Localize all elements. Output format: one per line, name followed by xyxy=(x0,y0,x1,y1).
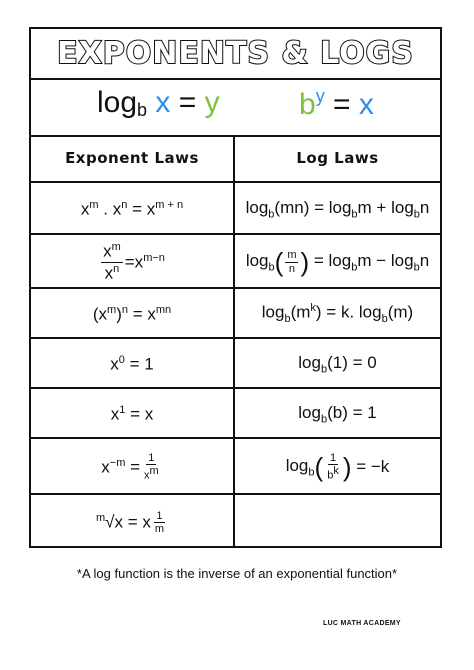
exponent-law-power: $(x^m)^n = x^{mn}$ xyxy=(92,303,172,324)
log-definition xyxy=(97,86,220,121)
log-law-reciprocal: $\log_b$ ( $\frac{1}{b^k}$ ) = −k xyxy=(285,451,390,482)
table-row xyxy=(31,287,440,339)
exponent-law-identity: $x^1 = x$ xyxy=(110,403,154,424)
exponent-law-product: $x^m$ . $x^n = x^{m + n}$ xyxy=(80,198,184,219)
exp-power: y xyxy=(315,86,325,106)
definition-row xyxy=(31,78,440,137)
log-word: log xyxy=(97,86,138,119)
exp-result: x xyxy=(358,88,374,121)
empty-cell xyxy=(235,495,440,550)
table-row xyxy=(31,337,440,389)
table-row xyxy=(31,437,440,495)
log-law-one: $\log_b(1) = 0$ xyxy=(298,352,377,376)
log-equals: = xyxy=(178,86,197,119)
log-argument: x xyxy=(155,86,171,119)
header-exponent-laws: Exponent Laws xyxy=(65,149,199,167)
title-row xyxy=(31,29,440,80)
log-law-base: $\log_b(b) = 1$ xyxy=(298,402,377,426)
exponent-law-quotient: $\frac{x^m}{x^n}$ $=x^{m-n}$ xyxy=(103,241,165,283)
footnote: *A log function is the inverse of an exponential function* xyxy=(76,566,398,581)
table-row xyxy=(31,181,440,235)
header-log-laws: Log Laws xyxy=(296,149,379,167)
page-title: EXPONENTS & LOGS xyxy=(57,36,414,71)
exponent-definition xyxy=(299,86,374,122)
exponent-law-negative: $x^{-m}$ = $\frac{1}{x^m}$ xyxy=(101,452,159,482)
table-row xyxy=(31,387,440,439)
log-law-power: $\log_b(m^k) = k$. $\log_b(m)$ xyxy=(261,302,414,326)
log-law-product: $\log_b(mn) = \log_bm + \log_bn$ xyxy=(245,197,430,221)
table-row xyxy=(31,493,440,550)
log-law-quotient: $\log_b$ ( $\frac{m}{n}$ ) = $\log_bm - \log_bn$ xyxy=(245,246,430,277)
exponent-law-zero: $x^0 = 1$ xyxy=(110,353,154,374)
log-result: y xyxy=(204,86,220,119)
exp-equals: = xyxy=(333,88,351,121)
table-row xyxy=(31,233,440,289)
credit: LUC MATH ACADEMY xyxy=(323,620,401,627)
log-base: b xyxy=(137,100,148,120)
exponent-law-root: $^m$√x = x $\frac{1}{m}$ xyxy=(95,509,165,535)
reference-sheet xyxy=(29,27,442,548)
exp-base: b xyxy=(299,88,316,121)
